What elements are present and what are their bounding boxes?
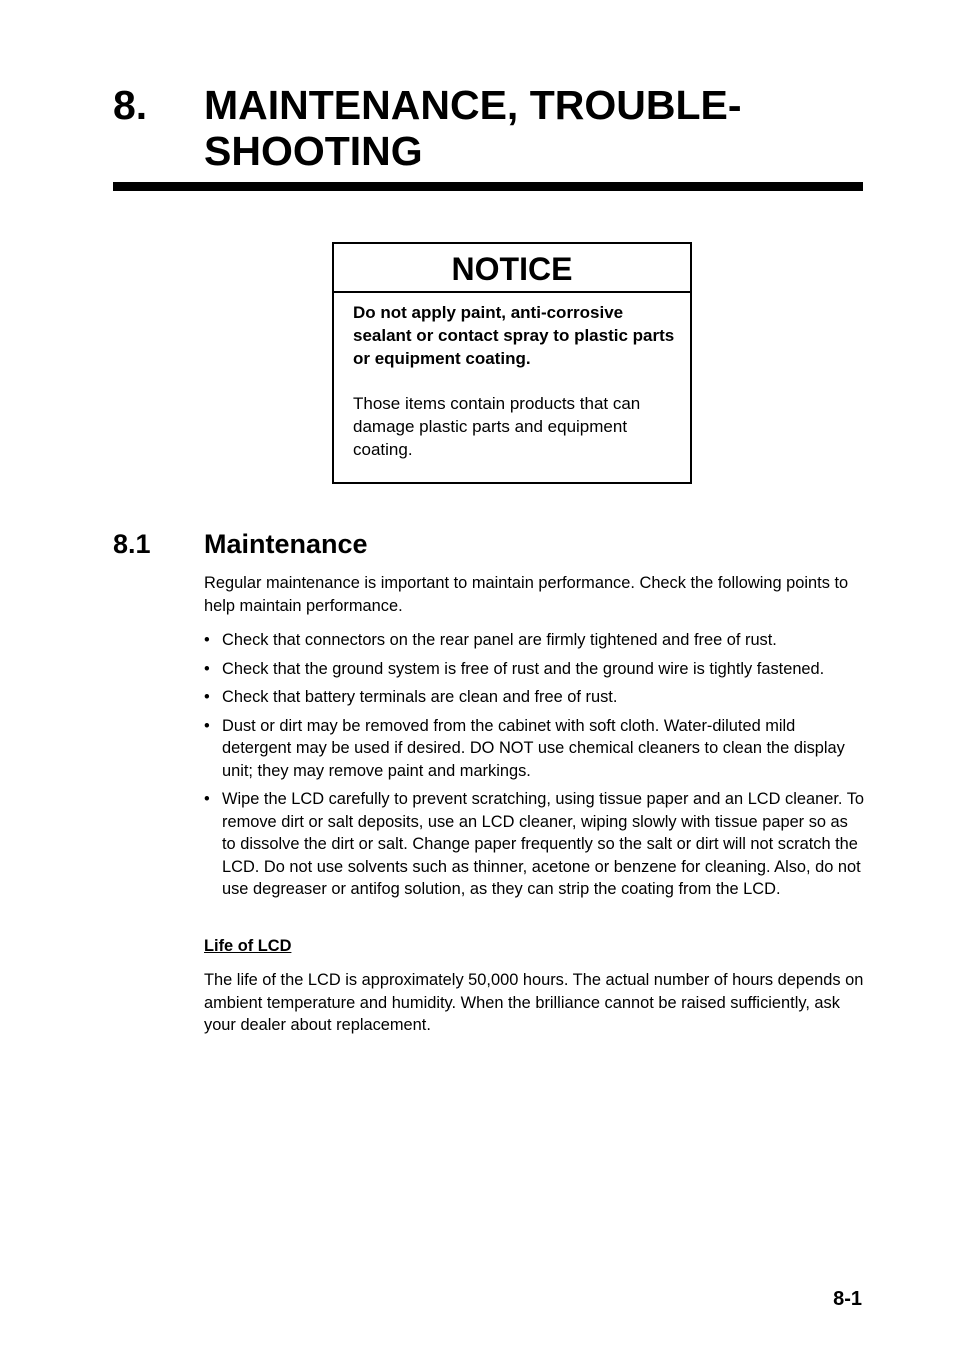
list-item-text: Dust or dirt may be removed from the cabinet with soft cloth. Water-diluted mild detergent may be used if desired. DO NOT use chemical cleaners to clean the display unit; they may remove paint and markings. [222,716,845,780]
notice-explanation-text: Those items contain products that can damage plastic parts and equipment coating. [353,394,641,459]
notice-heading: NOTICE [334,244,690,293]
list-item-text: Check that the ground system is free of rust and the ground wire is tightly fastened. [222,659,825,678]
section-intro: Regular maintenance is important to maintain performance. Check the following points to help maintain performance. [204,574,849,615]
page-number: 8-1 [833,1288,862,1310]
bullet-icon: • [204,790,210,808]
chapter-title-rule [113,182,863,191]
subheading-life-of-lcd: Life of LCD [204,936,292,955]
lcd-life-text: The life of the LCD is approximately 50,000 hours. The actual number of hours depends on ambient temperature and humidity. When the brilliance cannot be raised sufficiently, ask your dealer about replacement. [204,971,864,1034]
chapter-title: MAINTENANCE, TROUBLE-SHOOTING [204,82,742,174]
notice-body [334,293,690,461]
list-item [204,629,866,652]
bullet-icon: • [204,688,210,706]
section-title: Maintenance [204,529,368,559]
bullet-icon: • [204,631,210,649]
bullet-icon: • [204,659,210,678]
list-item-text: Check that connectors on the rear panel are firmly tightened and free of rust. [222,631,777,649]
list-item-text: Check that battery terminals are clean and free of rust. [222,688,618,706]
maintenance-checklist [204,629,866,901]
chapter-number: 8. [113,82,148,128]
section-content [204,572,866,1037]
list-item [204,686,866,709]
list-item [204,788,866,901]
bullet-icon: • [204,716,210,735]
list-item-text: Wipe the LCD carefully to prevent scratching, using tissue paper and an LCD cleaner. To remove dirt or salt deposits, use an LCD cleaner, wiping slowly with tissue paper so as to dissolve the dirt or salt. Change paper frequently so the salt or dirt will not scratch the LCD. Do not use solvents such as thinner, acetone or benzene for cleaning. Also, do not use degreaser or antifog solution, as they can strip the coating from the LCD. [222,790,865,898]
notice-box [332,242,692,484]
notice-warning-text: Do not apply paint, anti-corrosive sealant or contact spray to plastic parts or equipment coating. [353,303,675,368]
list-item [204,715,866,783]
list-item [204,658,866,681]
section-number: 8.1 [113,529,151,559]
